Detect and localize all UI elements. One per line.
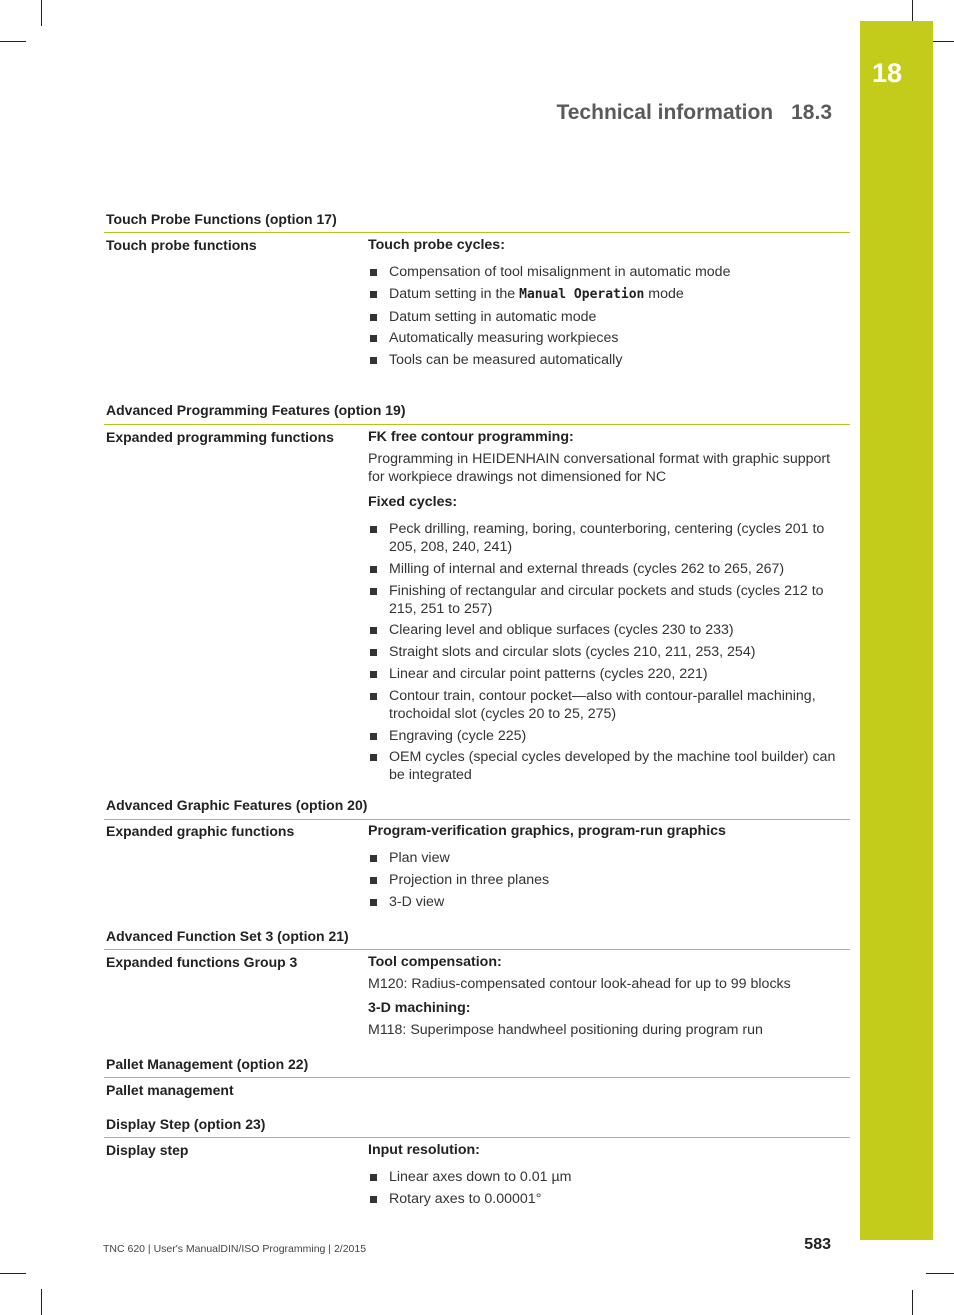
list-item: Linear axes down to 0.01 µm xyxy=(368,1168,840,1186)
section-title: Pallet Management (option 22) xyxy=(106,1056,309,1072)
list-item-text: mode xyxy=(644,285,684,302)
list-item: Tools can be measured automatically xyxy=(368,351,840,369)
section-rule xyxy=(104,424,850,425)
row-heading: FK free contour programming: xyxy=(368,429,574,445)
row-label: Expanded graphic functions xyxy=(106,823,295,839)
crop-mark xyxy=(926,1273,954,1274)
section-title: Advanced Graphic Features (option 20) xyxy=(106,797,368,813)
row-heading: Tool compensation: xyxy=(368,954,502,970)
list-item: OEM cycles (special cycles developed by the machine tool builder) can be integrated xyxy=(368,748,840,784)
row-label: Touch probe functions xyxy=(106,237,257,253)
page-number: 583 xyxy=(804,1236,831,1253)
bullet-list xyxy=(368,849,840,911)
list-item: Clearing level and oblique surfaces (cycles 230 to 233) xyxy=(368,621,840,639)
mode-name: Manual Operation xyxy=(519,286,645,302)
crop-mark xyxy=(912,0,913,22)
row-label: Display step xyxy=(106,1142,189,1158)
list-item: Projection in three planes xyxy=(368,871,840,889)
row-content xyxy=(368,953,840,1039)
list-item: Contour train, contour pocket—also with contour-parallel machining, trochoidal slot (cycles 20 to 25, 275) xyxy=(368,687,840,723)
list-item: Straight slots and circular slots (cycles 210, 211, 253, 254) xyxy=(368,643,840,661)
row-heading: Touch probe cycles: xyxy=(368,237,505,253)
list-item: Plan view xyxy=(368,849,840,867)
list-item: 3-D view xyxy=(368,893,840,911)
list-item: Finishing of rectangular and circular pockets and studs (cycles 212 to 215, 251 to 257) xyxy=(368,582,840,618)
list-item: Datum setting in automatic mode xyxy=(368,308,840,326)
chapter-number: 18 xyxy=(871,58,903,88)
row-label: Pallet management xyxy=(106,1082,234,1098)
crop-mark xyxy=(912,1290,913,1315)
crop-mark xyxy=(41,0,42,26)
list-item xyxy=(368,285,840,304)
crop-mark xyxy=(41,1289,42,1315)
bullet-list xyxy=(368,1168,840,1208)
footer-text: TNC 620 | User's ManualDIN/ISO Programming | 2/2015 xyxy=(103,1243,367,1255)
section-title: Touch Probe Functions (option 17) xyxy=(106,211,337,227)
header-section: 18.3 xyxy=(791,101,832,124)
section-title: Display Step (option 23) xyxy=(106,1116,266,1132)
chapter-tab xyxy=(860,21,933,1240)
row-content xyxy=(368,822,840,914)
section-rule xyxy=(104,819,850,820)
crop-mark xyxy=(0,41,26,42)
row-content xyxy=(368,236,840,373)
row-label: Expanded programming functions xyxy=(106,429,334,445)
section-rule xyxy=(104,1137,850,1138)
header-title: Technical information xyxy=(556,101,774,124)
row-heading: Input resolution: xyxy=(368,1142,480,1158)
row-heading: Program-verification graphics, program-run graphics xyxy=(368,823,726,839)
crop-mark xyxy=(0,1273,26,1274)
list-item: Peck drilling, reaming, boring, counterboring, centering (cycles 201 to 205, 208, 240, 241) xyxy=(368,520,840,556)
row-heading: Fixed cycles: xyxy=(368,494,458,510)
list-item: Linear and circular point patterns (cycles 220, 221) xyxy=(368,665,840,683)
row-heading: 3-D machining: xyxy=(368,1000,471,1016)
section-rule xyxy=(104,949,850,950)
section-title: Advanced Programming Features (option 19) xyxy=(106,402,406,418)
row-label: Expanded functions Group 3 xyxy=(106,954,298,970)
list-item-text: Datum setting in the xyxy=(389,285,520,302)
row-text: M118: Superimpose handwheel positioning during program run xyxy=(368,1022,763,1038)
section-rule xyxy=(104,232,850,233)
bullet-list xyxy=(368,520,840,784)
row-text: Programming in HEIDENHAIN conversational format with graphic support for workpiece drawings not dimensioned for NC xyxy=(368,451,831,485)
bullet-list xyxy=(368,263,840,369)
list-item: Milling of internal and external threads (cycles 262 to 265, 267) xyxy=(368,560,840,578)
row-content xyxy=(368,428,840,788)
list-item: Automatically measuring workpieces xyxy=(368,329,840,347)
section-rule xyxy=(104,1077,850,1078)
section-title: Advanced Function Set 3 (option 21) xyxy=(106,928,349,944)
row-text: M120: Radius-compensated contour look-ahead for up to 99 blocks xyxy=(368,976,791,992)
row-content xyxy=(368,1141,840,1212)
list-item: Rotary axes to 0.00001° xyxy=(368,1190,840,1208)
list-item: Compensation of tool misalignment in automatic mode xyxy=(368,263,840,281)
list-item: Engraving (cycle 225) xyxy=(368,727,840,745)
page-header xyxy=(556,101,832,125)
